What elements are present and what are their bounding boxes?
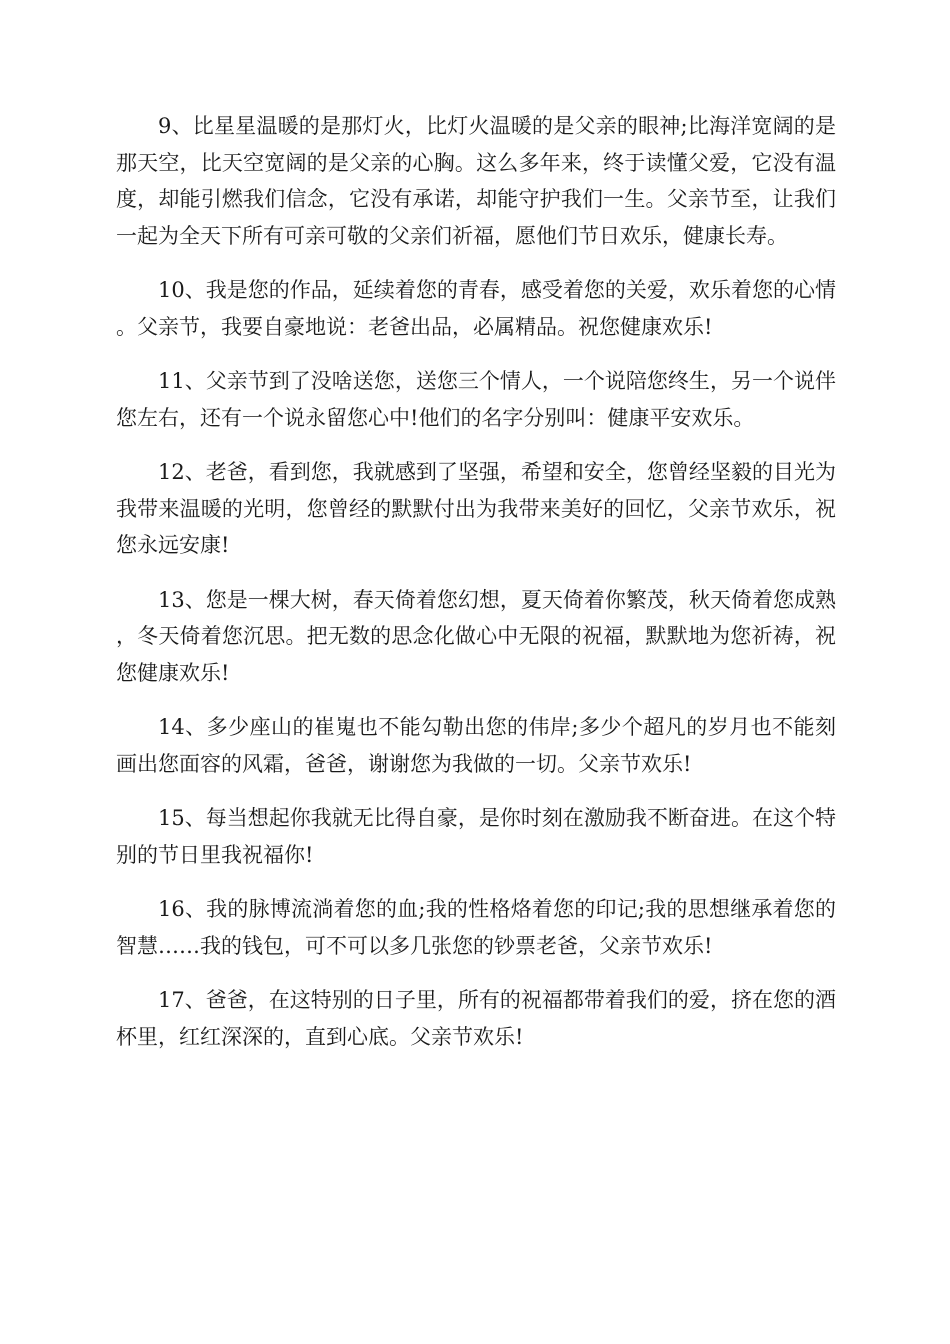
paragraph-13: 13、您是一棵大树，春天倚着您幻想，夏天倚着你繁茂，秋天倚着您成熟，冬天倚着您沉思。把无数的思念化做心中无限的祝福，默默地为您祈祷，祝您健康欢乐! [116,587,836,685]
paragraph-14: 14、多少座山的崔嵬也不能勾勒出您的伟岸;多少个超凡的岁月也不能刻画出您面容的风霜，爸爸，谢谢您为我做的一切。父亲节欢乐! [116,715,836,776]
paragraph-10: 10、我是您的作品，延续着您的青春，感受着您的关爱，欢乐着您的心情。父亲节，我要自豪地说：老爸出品，必属精品。祝您健康欢乐! [116,278,836,339]
paragraph-11: 11、父亲节到了没啥送您，送您三个情人，一个说陪您终生，另一个说伴您左右，还有一个说永留您心中!他们的名字分别叫：健康平安欢乐。 [116,369,836,430]
paragraph-16: 16、我的脉博流淌着您的血;我的性格烙着您的印记;我的思想继承着您的智慧……我的钱包，可不可以多几张您的钞票老爸，父亲节欢乐! [116,897,836,958]
paragraph-12: 12、老爸，看到您，我就感到了坚强，希望和安全，您曾经坚毅的目光为我带来温暖的光明，您曾经的默默付出为我带来美好的回忆，父亲节欢乐，祝您永远安康! [116,460,836,557]
paragraph-15: 15、每当想起你我就无比得自豪，是你时刻在激励我不断奋进。在这个特别的节日里我祝福你! [116,806,836,867]
paragraph-17: 17、爸爸，在这特别的日子里，所有的祝福都带着我们的爱，挤在您的酒杯里，红红深深的，直到心底。父亲节欢乐! [116,988,836,1049]
paragraph-9: 9、比星星温暖的是那灯火，比灯火温暖的是父亲的眼神;比海洋宽阔的是那天空，比天空宽阔的是父亲的心胸。这么多年来，终于读懂父爱，它没有温度，却能引燃我们信念，它没有承诺，却能守护我们一生。父亲节至，让我们一起为全天下所有可亲可敬的父亲们祈福，愿他们节日欢乐，健康长寿。 [116,114,836,248]
document-page [116,108,836,1073]
